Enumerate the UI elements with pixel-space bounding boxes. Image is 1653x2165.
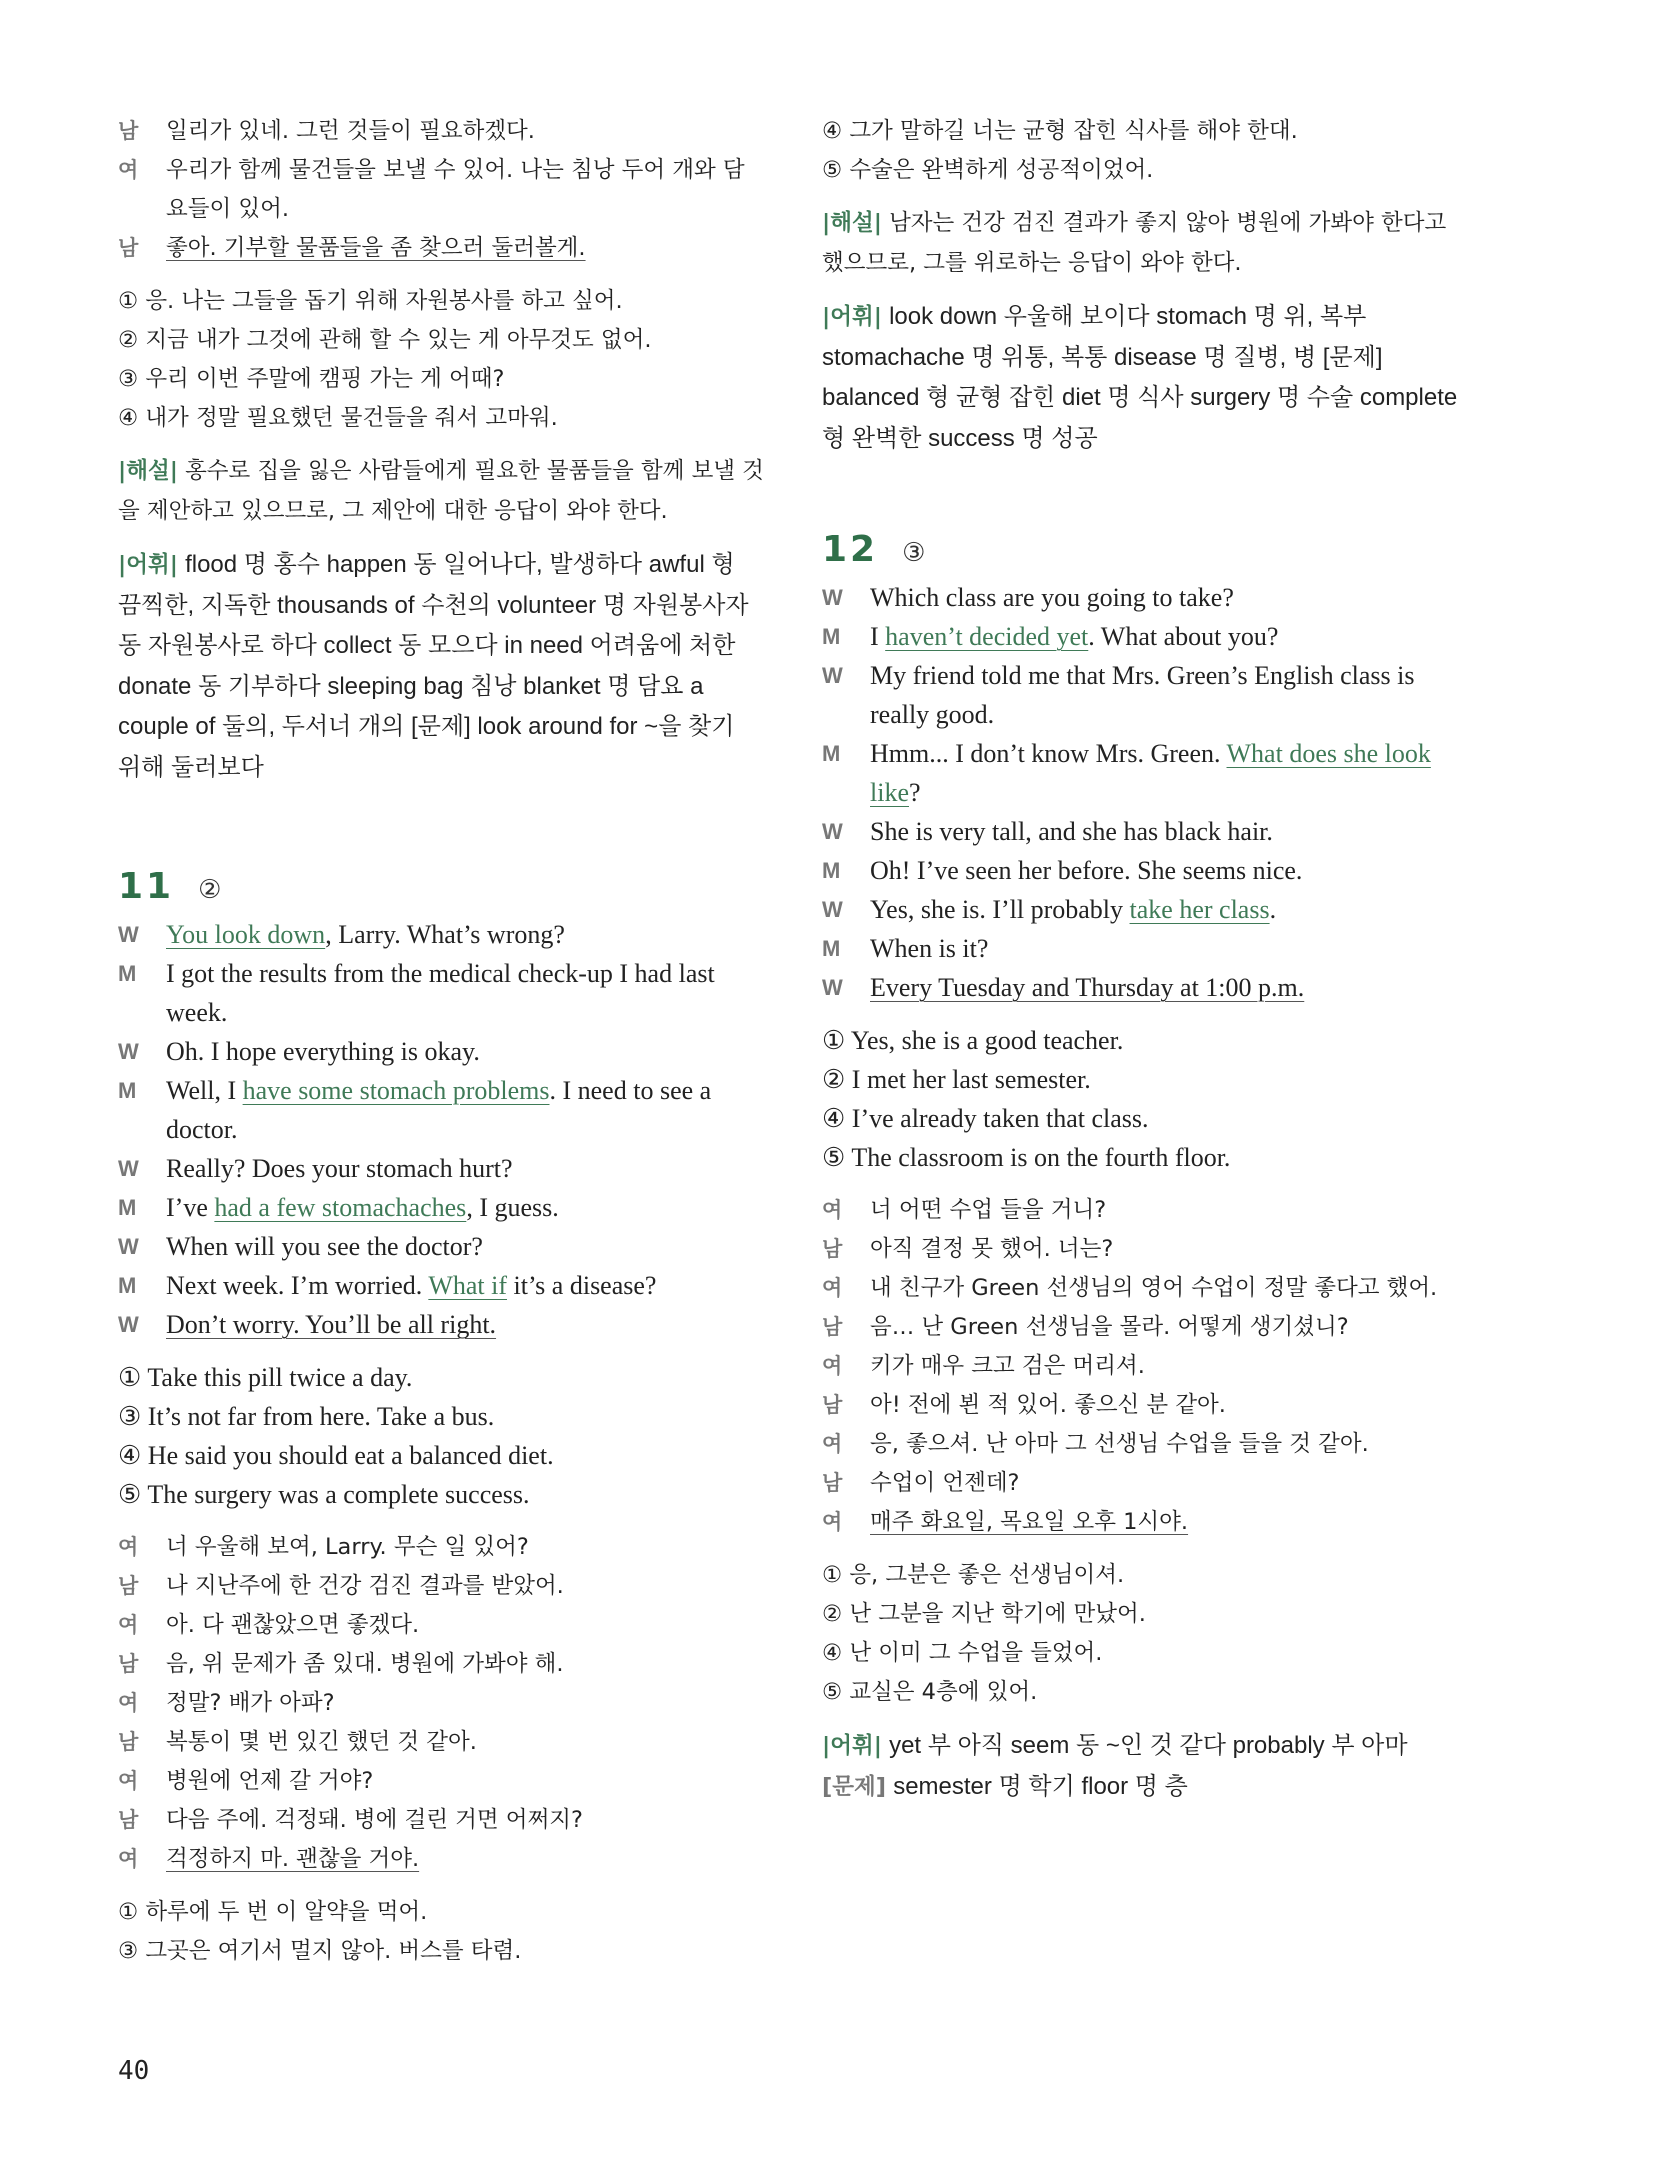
vocab-tag: |어휘| <box>822 1733 882 1759</box>
underlined-answer: 매주 화요일, 목요일 오후 1시야. <box>870 1509 1189 1535</box>
line-text: Which class are you going to take? <box>870 583 1234 612</box>
speaker-label: M <box>822 741 841 766</box>
speaker-label: M <box>822 936 841 961</box>
speaker-label: 남 <box>118 1730 139 1754</box>
line-text: 아직 결정 못 했어. 너는? <box>870 1236 1114 1262</box>
speaker-label: W <box>118 1234 139 1259</box>
speaker-label: 남 <box>118 1808 139 1832</box>
question-12-header <box>822 529 1468 570</box>
explanation-text: 홍수로 집을 잃은 사람들에게 필요한 물품들을 함께 보낼 것을 제안하고 있으므로, 그 제안에 대한 응답이 와야 한다. <box>118 458 764 524</box>
speaker-label: M <box>822 858 841 883</box>
choice-item: ② 난 그분을 지난 학기에 만났어. <box>822 1601 1146 1627</box>
dialogue-line <box>118 1684 764 1723</box>
q11-dialogue-kr <box>118 1528 764 1879</box>
q11-choices-kr-part1 <box>118 1893 764 1971</box>
choice-item: ⑤ 수술은 완벽하게 성공적이었어. <box>822 157 1154 183</box>
dialogue-line <box>118 1840 764 1879</box>
dialogue-line <box>118 1266 764 1305</box>
speaker-label: W <box>822 585 843 610</box>
line-text: Yes, she is. I’ll probably <box>870 895 1130 924</box>
dialogue-line <box>822 1425 1468 1464</box>
line-text: 너 우울해 보여, Larry. 무슨 일 있어? <box>166 1534 529 1560</box>
explanation-tag: |해설| <box>118 458 178 484</box>
q10-dialogue-kr <box>118 112 764 268</box>
q11-explanation <box>822 204 1468 283</box>
dialogue-line <box>822 1464 1468 1503</box>
underlined-answer: Every Tuesday and Thursday at 1:00 p.m. <box>870 973 1305 1002</box>
vocab-text: look down 우울해 보이다 stomach 명 위, 복부 stomachache 명 위통, 복통 disease 명 질병, 병 [문제] balanced 형 균형 잡힌 diet 명 식사 surgery 명 수술 complete 형 완벽한 success 명 성공 <box>822 303 1458 452</box>
speaker-label: W <box>822 663 843 688</box>
q10-explanation <box>118 452 764 531</box>
speaker-label: W <box>822 897 843 922</box>
choice-item: ③ 그곳은 여기서 멀지 않아. 버스를 타렴. <box>118 1938 522 1964</box>
line-text: I’ve <box>166 1193 215 1222</box>
vocab-problem-tag: [문제] <box>822 1773 887 1800</box>
vocab-tag: |어휘| <box>118 552 178 578</box>
underlined-answer: 좋아. 기부할 물품들을 좀 찾으러 둘러볼게. <box>166 235 586 261</box>
choice-item: ① Yes, she is a good teacher. <box>822 1026 1124 1055</box>
question-number: 12 <box>822 529 879 570</box>
line-text: 다음 주에. 걱정돼. 병에 걸린 거면 어쩌지? <box>166 1807 583 1833</box>
dialogue-line <box>118 915 764 954</box>
speaker-label: 남 <box>118 1652 139 1676</box>
left-column <box>118 112 764 1971</box>
choice-item: ① Take this pill twice a day. <box>118 1363 413 1392</box>
line-text: Really? Does your stomach hurt? <box>166 1154 513 1183</box>
line-text: I <box>870 622 886 651</box>
choice-item: ④ 난 이미 그 수업을 들었어. <box>822 1640 1103 1666</box>
dialogue-line <box>822 734 1468 812</box>
dialogue-line <box>118 1801 764 1840</box>
line-text: When will you see the doctor? <box>166 1232 483 1261</box>
q12-dialogue-en <box>822 578 1468 1007</box>
speaker-label: M <box>118 1273 137 1298</box>
dialogue-line <box>118 1149 764 1188</box>
blank-answer: What does she look like <box>870 739 1431 807</box>
dialogue-line <box>822 812 1468 851</box>
speaker-label: 여 <box>822 1510 843 1534</box>
speaker-label: 여 <box>822 1432 843 1456</box>
line-text: . <box>1269 895 1277 924</box>
q10-vocabulary <box>118 545 764 788</box>
q11-dialogue-en <box>118 915 764 1344</box>
dialogue-line <box>822 1230 1468 1269</box>
line-text: Oh. I hope everything is okay. <box>166 1037 480 1066</box>
question-answer: ② <box>198 875 222 905</box>
dialogue-line <box>822 851 1468 890</box>
speaker-label: M <box>118 961 137 986</box>
dialogue-line <box>822 968 1468 1007</box>
speaker-label: M <box>118 1078 137 1103</box>
line-text: 아! 전에 뵌 적 있어. 좋으신 분 같아. <box>870 1392 1226 1418</box>
dialogue-line <box>822 890 1468 929</box>
speaker-label: 남 <box>822 1471 843 1495</box>
dialogue-line <box>822 929 1468 968</box>
choice-item: ① 응, 그분은 좋은 선생님이셔. <box>822 1562 1125 1588</box>
speaker-label: 여 <box>118 1847 139 1871</box>
dialogue-line <box>118 1762 764 1801</box>
dialogue-line <box>822 1386 1468 1425</box>
q12-dialogue-kr <box>822 1191 1468 1542</box>
line-text: 내 친구가 Green 선생님의 영어 수업이 정말 좋다고 했어. <box>870 1275 1438 1301</box>
line-text: , I guess. <box>466 1193 559 1222</box>
dialogue-line <box>822 578 1468 617</box>
line-text: , Larry. What’s wrong? <box>325 920 565 949</box>
line-text: 음, 위 문제가 좀 있대. 병원에 가봐야 해. <box>166 1651 564 1677</box>
underlined-answer: 걱정하지 마. 괜찮을 거야. <box>166 1846 420 1872</box>
question-11-header <box>118 866 764 907</box>
dialogue-line <box>822 1503 1468 1542</box>
line-text: . What about you? <box>1088 622 1279 651</box>
line-text: Oh! I’ve seen her before. She seems nice. <box>870 856 1303 885</box>
page-number: 40 <box>118 2056 150 2086</box>
line-text: 음… 난 Green 선생님을 몰라. 어떻게 생기셨니? <box>870 1314 1349 1340</box>
speaker-label: M <box>822 624 841 649</box>
line-text: 일리가 있네. 그런 것들이 필요하겠다. <box>166 118 535 144</box>
q11-choices-en <box>118 1358 764 1514</box>
speaker-label: M <box>118 1195 137 1220</box>
q11-vocabulary <box>822 297 1468 459</box>
dialogue-line <box>118 1606 764 1645</box>
line-text: 너 어떤 수업 들을 거니? <box>870 1197 1107 1223</box>
line-text: 나 지난주에 한 건강 검진 결과를 받았어. <box>166 1573 564 1599</box>
line-text: My friend told me that Mrs. Green’s English class is really good. <box>870 661 1415 729</box>
speaker-label: W <box>118 1312 139 1337</box>
choice-item: ④ 그가 말하길 너는 균형 잡힌 식사를 해야 한대. <box>822 118 1298 144</box>
choice-item: ④ I’ve already taken that class. <box>822 1104 1149 1133</box>
dialogue-line <box>118 229 764 268</box>
speaker-label: 남 <box>822 1237 843 1261</box>
speaker-label: 여 <box>822 1276 843 1300</box>
q12-vocabulary <box>822 1726 1468 1807</box>
speaker-label: W <box>822 819 843 844</box>
dialogue-line <box>118 954 764 1032</box>
dialogue-line <box>118 1071 764 1149</box>
blank-answer: had a few stomachaches <box>214 1193 467 1222</box>
blank-answer: have some stomach problems <box>242 1076 550 1105</box>
speaker-label: 여 <box>118 158 139 182</box>
blank-answer: What if <box>428 1271 508 1300</box>
dialogue-line <box>118 1227 764 1266</box>
speaker-label: 여 <box>118 1613 139 1637</box>
q12-choices-kr <box>822 1556 1468 1712</box>
line-text: When is it? <box>870 934 989 963</box>
line-text: Hmm... I don’t know Mrs. Green. <box>870 739 1227 768</box>
dialogue-line <box>822 1347 1468 1386</box>
choice-item: ④ He said you should eat a balanced diet. <box>118 1441 554 1470</box>
choice-item: ③ 우리 이번 주말에 캠핑 가는 게 어때? <box>118 366 505 392</box>
choice-item: ⑤ The surgery was a complete success. <box>118 1480 530 1509</box>
choice-item: ① 하루에 두 번 이 알약을 먹어. <box>118 1899 428 1925</box>
vocab-text: flood 명 홍수 happen 동 일어나다, 발생하다 awful 형 끔찍한, 지독한 thousands of 수천의 volunteer 명 자원봉사자 동 자원봉사로 하다 collect 동 모으다 in need 어려움에 처한 donate 동 기부하다 sleeping bag 침낭 blanket 명 담요 a couple of 둘의, 두서너 개의 [문제] look around for ~을 찾기 위해 둘러보다 <box>118 551 749 781</box>
line-text: . I need to see a doctor. <box>166 1076 712 1144</box>
explanation-text: 남자는 건강 검진 결과가 좋지 않아 병원에 가봐야 한다고 했으므로, 그를 위로하는 응답이 와야 한다. <box>822 210 1447 276</box>
speaker-label: W <box>118 1039 139 1064</box>
choice-item: ① 응. 나는 그들을 돕기 위해 자원봉사를 하고 싶어. <box>118 288 623 314</box>
line-text: 수업이 언젠데? <box>870 1470 1020 1496</box>
line-text: 키가 매우 크고 검은 머리셔. <box>870 1353 1145 1379</box>
vocab-text: semester 명 학기 floor 명 층 <box>893 1772 1188 1800</box>
blank-answer: take her class <box>1129 895 1270 924</box>
right-column <box>822 112 1468 1807</box>
line-text: Well, I <box>166 1076 243 1105</box>
q12-choices-en <box>822 1021 1468 1177</box>
q11-choices-kr-part2 <box>822 112 1468 190</box>
dialogue-line <box>118 1567 764 1606</box>
q10-choices-kr <box>118 282 764 438</box>
line-text: it’s a disease? <box>507 1271 657 1300</box>
blank-answer: You look down <box>166 920 326 949</box>
line-text: 우리가 함께 물건들을 보낼 수 있어. 나는 침낭 두어 개와 담요들이 있어. <box>166 157 745 222</box>
dialogue-line <box>118 1528 764 1567</box>
blank-answer: haven’t decided yet <box>885 622 1089 651</box>
speaker-label: 여 <box>822 1198 843 1222</box>
question-number: 11 <box>118 866 175 907</box>
dialogue-line <box>118 1723 764 1762</box>
question-answer: ③ <box>902 538 926 568</box>
dialogue-line <box>118 1188 764 1227</box>
choice-item: ② I met her last semester. <box>822 1065 1091 1094</box>
line-text: She is very tall, and she has black hair. <box>870 817 1273 846</box>
choice-item: ⑤ 교실은 4층에 있어. <box>822 1679 1038 1705</box>
speaker-label: 남 <box>118 236 139 260</box>
choice-item: ⑤ The classroom is on the fourth floor. <box>822 1143 1231 1172</box>
speaker-label: 여 <box>118 1769 139 1793</box>
vocab-text: yet 부 아직 seem 동 ~인 것 같다 probably 부 아마 <box>889 1732 1408 1759</box>
speaker-label: 남 <box>118 119 139 143</box>
dialogue-line <box>822 1191 1468 1230</box>
speaker-label: 여 <box>118 1691 139 1715</box>
explanation-tag: |해설| <box>822 210 882 236</box>
dialogue-line <box>822 617 1468 656</box>
line-text: 응, 좋으셔. 난 아마 그 선생님 수업을 들을 것 같아. <box>870 1431 1369 1457</box>
dialogue-line <box>118 112 764 151</box>
dialogue-line <box>118 1305 764 1344</box>
speaker-label: 여 <box>118 1535 139 1559</box>
line-text: Next week. I’m worried. <box>166 1271 429 1300</box>
choice-item: ② 지금 내가 그것에 관해 할 수 있는 게 아무것도 없어. <box>118 327 652 353</box>
speaker-label: W <box>822 975 843 1000</box>
speaker-label: 남 <box>822 1393 843 1417</box>
speaker-label: 여 <box>822 1354 843 1378</box>
dialogue-line <box>822 656 1468 734</box>
speaker-label: 남 <box>118 1574 139 1598</box>
dialogue-line <box>822 1269 1468 1308</box>
line-text: I got the results from the medical check-up I had last week. <box>166 959 715 1027</box>
line-text: 복통이 몇 번 있긴 했던 것 같아. <box>166 1729 477 1755</box>
choice-item: ④ 내가 정말 필요했던 물건들을 줘서 고마워. <box>118 405 558 431</box>
line-text: 병원에 언제 갈 거야? <box>166 1768 374 1794</box>
choice-item: ③ It’s not far from here. Take a bus. <box>118 1402 495 1431</box>
speaker-label: W <box>118 1156 139 1181</box>
underlined-answer: Don’t worry. You’ll be all right. <box>166 1310 497 1339</box>
line-text: ? <box>909 778 921 807</box>
dialogue-line <box>118 1032 764 1071</box>
dialogue-line <box>118 151 764 229</box>
line-text: 아. 다 괜찮았으면 좋겠다. <box>166 1612 420 1638</box>
speaker-label: W <box>118 922 139 947</box>
dialogue-line <box>822 1308 1468 1347</box>
dialogue-line <box>118 1645 764 1684</box>
line-text: 정말? 배가 아파? <box>166 1690 335 1716</box>
speaker-label: 남 <box>822 1315 843 1339</box>
vocab-tag: |어휘| <box>822 304 882 330</box>
